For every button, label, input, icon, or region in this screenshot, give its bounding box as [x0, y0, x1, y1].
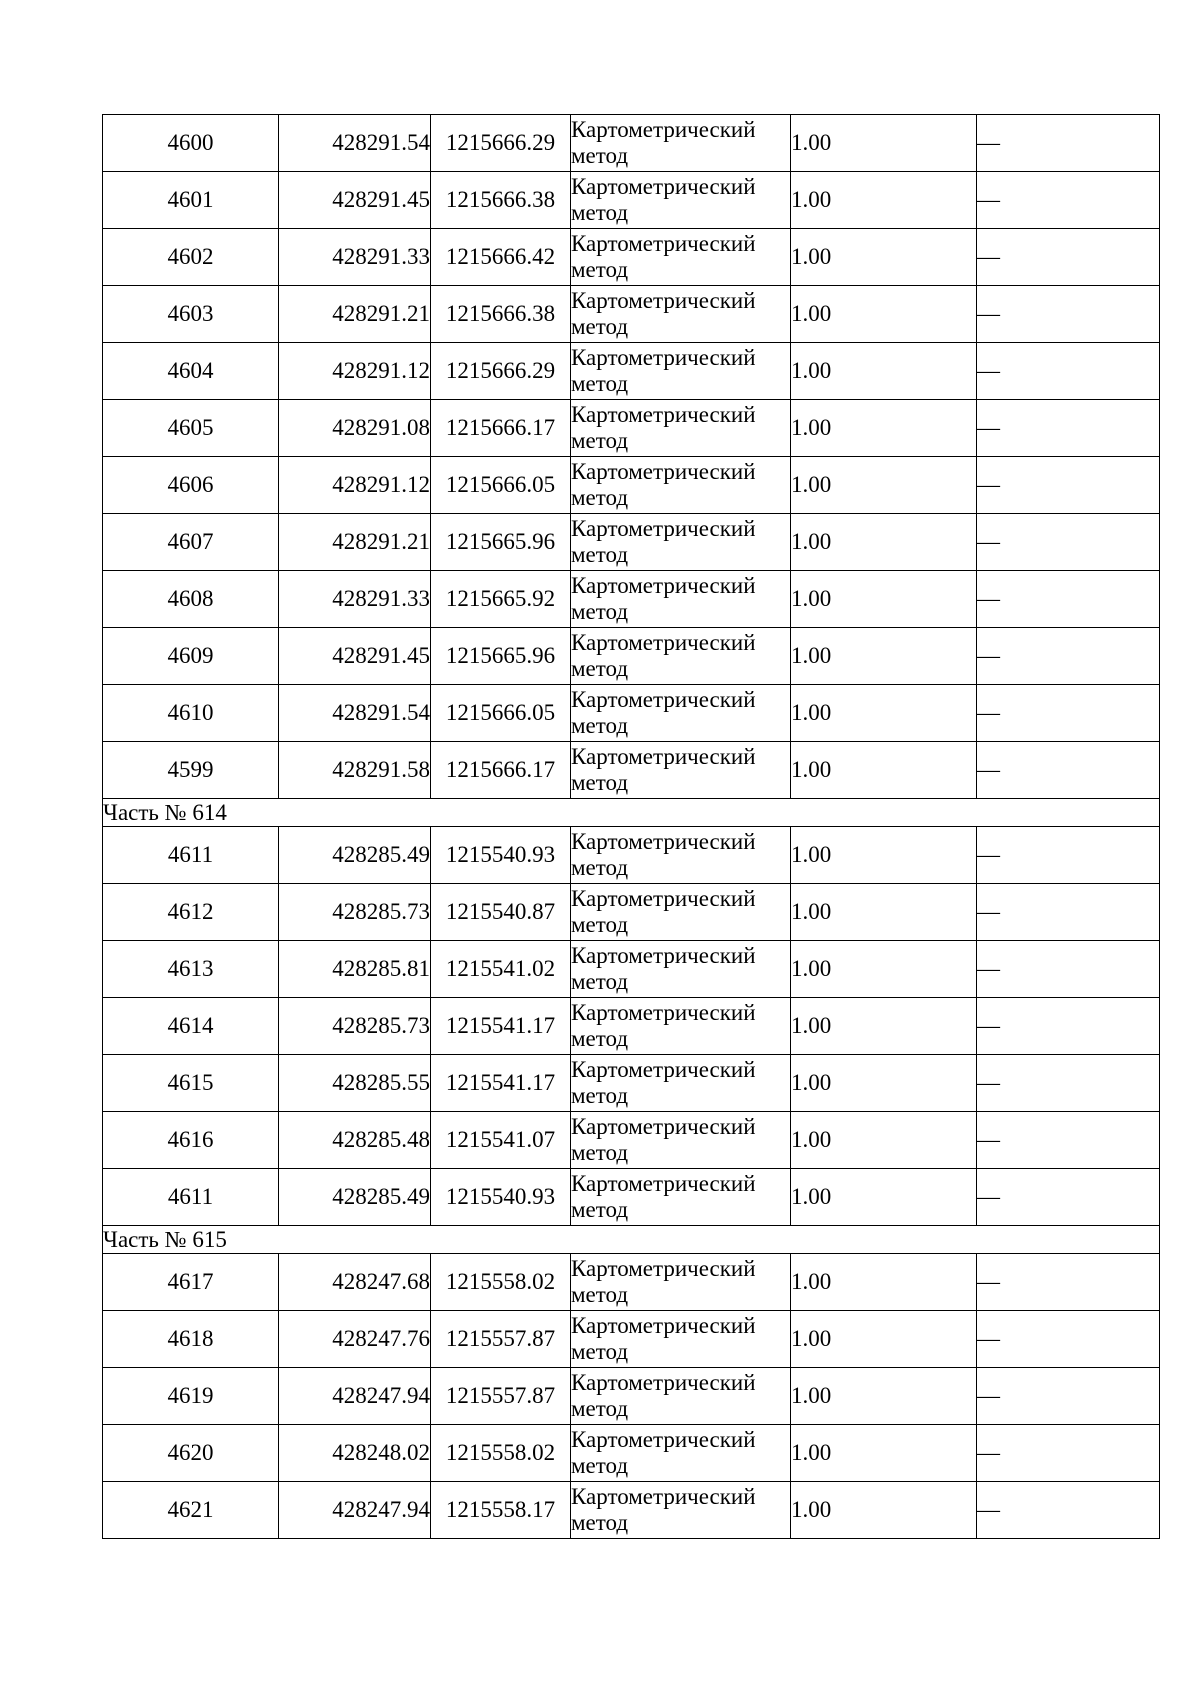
method-cell [571, 685, 791, 742]
y-coordinate-cell: 1215666.38 [431, 172, 571, 229]
point-number-cell: 4620 [103, 1425, 279, 1482]
point-number-cell: 4618 [103, 1311, 279, 1368]
method-cell [571, 514, 791, 571]
table-row [103, 1254, 1160, 1311]
x-coordinate-cell: 428247.68 [279, 1254, 431, 1311]
part-label: Часть № 614 [103, 799, 1160, 827]
x-coordinate-cell: 428291.58 [279, 742, 431, 799]
method-line-2: метод [571, 599, 629, 624]
table-row [103, 884, 1160, 941]
accuracy-cell: 1.00 [791, 343, 977, 400]
method-line-1: Картометрический [571, 1313, 756, 1338]
point-number-cell: 4606 [103, 457, 279, 514]
accuracy-cell: 1.00 [791, 115, 977, 172]
table-row [103, 1055, 1160, 1112]
method-line-2: метод [571, 1396, 629, 1421]
point-number-cell: 4617 [103, 1254, 279, 1311]
note-cell: — [977, 685, 1160, 742]
point-number-cell: 4609 [103, 628, 279, 685]
method-cell [571, 884, 791, 941]
method-line-2: метод [571, 969, 629, 994]
point-number-cell: 4612 [103, 884, 279, 941]
table-row [103, 1425, 1160, 1482]
point-number-cell: 4611 [103, 827, 279, 884]
table-row [103, 514, 1160, 571]
note-cell: — [977, 343, 1160, 400]
point-number-cell: 4602 [103, 229, 279, 286]
method-line-2: метод [571, 1026, 629, 1051]
method-line-2: метод [571, 542, 629, 567]
note-cell: — [977, 172, 1160, 229]
y-coordinate-cell: 1215666.17 [431, 400, 571, 457]
method-line-1: Картометрический [571, 1427, 756, 1452]
method-line-1: Картометрический [571, 174, 756, 199]
point-number-cell: 4615 [103, 1055, 279, 1112]
table-row [103, 998, 1160, 1055]
accuracy-cell: 1.00 [791, 286, 977, 343]
y-coordinate-cell: 1215557.87 [431, 1368, 571, 1425]
note-cell: — [977, 827, 1160, 884]
point-number-cell: 4616 [103, 1112, 279, 1169]
method-line-2: метод [571, 1282, 629, 1307]
x-coordinate-cell: 428285.49 [279, 1169, 431, 1226]
note-cell: — [977, 1169, 1160, 1226]
note-cell: — [977, 998, 1160, 1055]
part-header-row [103, 1226, 1160, 1254]
note-cell: — [977, 1112, 1160, 1169]
method-cell [571, 457, 791, 514]
method-line-2: метод [571, 1083, 629, 1108]
y-coordinate-cell: 1215666.42 [431, 229, 571, 286]
method-line-2: метод [571, 257, 629, 282]
y-coordinate-cell: 1215541.17 [431, 1055, 571, 1112]
point-number-cell: 4599 [103, 742, 279, 799]
accuracy-cell: 1.00 [791, 884, 977, 941]
x-coordinate-cell: 428291.54 [279, 685, 431, 742]
method-line-1: Картометрический [571, 1057, 756, 1082]
method-line-2: метод [571, 1197, 629, 1222]
table-row [103, 286, 1160, 343]
method-line-1: Картометрический [571, 829, 756, 854]
method-cell [571, 1055, 791, 1112]
x-coordinate-cell: 428285.81 [279, 941, 431, 998]
table-row [103, 628, 1160, 685]
table-row [103, 827, 1160, 884]
method-cell [571, 1482, 791, 1539]
accuracy-cell: 1.00 [791, 628, 977, 685]
y-coordinate-cell: 1215558.17 [431, 1482, 571, 1539]
y-coordinate-cell: 1215666.29 [431, 343, 571, 400]
x-coordinate-cell: 428285.48 [279, 1112, 431, 1169]
note-cell: — [977, 628, 1160, 685]
method-cell [571, 628, 791, 685]
table-row [103, 1311, 1160, 1368]
table-row [103, 229, 1160, 286]
method-line-2: метод [571, 314, 629, 339]
x-coordinate-cell: 428291.21 [279, 286, 431, 343]
x-coordinate-cell: 428291.45 [279, 628, 431, 685]
method-cell [571, 1112, 791, 1169]
coordinates-table-body [103, 115, 1160, 1539]
point-number-cell: 4601 [103, 172, 279, 229]
y-coordinate-cell: 1215666.05 [431, 457, 571, 514]
y-coordinate-cell: 1215541.17 [431, 998, 571, 1055]
note-cell: — [977, 1425, 1160, 1482]
accuracy-cell: 1.00 [791, 1368, 977, 1425]
note-cell: — [977, 457, 1160, 514]
x-coordinate-cell: 428248.02 [279, 1425, 431, 1482]
method-cell [571, 172, 791, 229]
table-row [103, 1112, 1160, 1169]
point-number-cell: 4600 [103, 115, 279, 172]
accuracy-cell: 1.00 [791, 998, 977, 1055]
accuracy-cell: 1.00 [791, 229, 977, 286]
method-line-2: метод [571, 371, 629, 396]
table-row [103, 685, 1160, 742]
x-coordinate-cell: 428291.12 [279, 343, 431, 400]
accuracy-cell: 1.00 [791, 1254, 977, 1311]
method-line-2: метод [571, 428, 629, 453]
method-line-1: Картометрический [571, 573, 756, 598]
x-coordinate-cell: 428285.73 [279, 884, 431, 941]
method-line-2: метод [571, 912, 629, 937]
note-cell: — [977, 286, 1160, 343]
method-cell [571, 1311, 791, 1368]
y-coordinate-cell: 1215666.05 [431, 685, 571, 742]
method-line-1: Картометрический [571, 943, 756, 968]
method-cell [571, 229, 791, 286]
method-cell [571, 998, 791, 1055]
accuracy-cell: 1.00 [791, 1169, 977, 1226]
method-line-2: метод [571, 855, 629, 880]
note-cell: — [977, 1254, 1160, 1311]
table-row [103, 343, 1160, 400]
method-line-1: Картометрический [571, 516, 756, 541]
x-coordinate-cell: 428285.55 [279, 1055, 431, 1112]
method-line-2: метод [571, 1339, 629, 1364]
y-coordinate-cell: 1215665.96 [431, 514, 571, 571]
point-number-cell: 4603 [103, 286, 279, 343]
x-coordinate-cell: 428291.12 [279, 457, 431, 514]
accuracy-cell: 1.00 [791, 172, 977, 229]
y-coordinate-cell: 1215540.93 [431, 827, 571, 884]
method-line-2: метод [571, 485, 629, 510]
method-line-2: метод [571, 1453, 629, 1478]
point-number-cell: 4621 [103, 1482, 279, 1539]
method-cell [571, 1368, 791, 1425]
y-coordinate-cell: 1215557.87 [431, 1311, 571, 1368]
accuracy-cell: 1.00 [791, 400, 977, 457]
y-coordinate-cell: 1215666.29 [431, 115, 571, 172]
method-line-2: метод [571, 770, 629, 795]
method-line-1: Картометрический [571, 687, 756, 712]
method-cell [571, 941, 791, 998]
point-number-cell: 4610 [103, 685, 279, 742]
x-coordinate-cell: 428285.49 [279, 827, 431, 884]
part-header-row [103, 799, 1160, 827]
y-coordinate-cell: 1215666.17 [431, 742, 571, 799]
y-coordinate-cell: 1215540.87 [431, 884, 571, 941]
method-line-2: метод [571, 656, 629, 681]
table-row [103, 1368, 1160, 1425]
note-cell: — [977, 884, 1160, 941]
method-line-1: Картометрический [571, 744, 756, 769]
note-cell: — [977, 400, 1160, 457]
method-line-1: Картометрический [571, 231, 756, 256]
method-cell [571, 286, 791, 343]
note-cell: — [977, 1482, 1160, 1539]
method-line-1: Картометрический [571, 459, 756, 484]
method-line-1: Картометрический [571, 1171, 756, 1196]
method-cell [571, 1169, 791, 1226]
method-cell [571, 827, 791, 884]
y-coordinate-cell: 1215558.02 [431, 1425, 571, 1482]
accuracy-cell: 1.00 [791, 742, 977, 799]
note-cell: — [977, 1368, 1160, 1425]
method-cell [571, 1254, 791, 1311]
point-number-cell: 4608 [103, 571, 279, 628]
table-row [103, 941, 1160, 998]
method-line-1: Картометрический [571, 402, 756, 427]
note-cell: — [977, 941, 1160, 998]
y-coordinate-cell: 1215558.02 [431, 1254, 571, 1311]
table-row [103, 1482, 1160, 1539]
table-row [103, 1169, 1160, 1226]
method-cell [571, 115, 791, 172]
point-number-cell: 4613 [103, 941, 279, 998]
accuracy-cell: 1.00 [791, 1055, 977, 1112]
note-cell: — [977, 115, 1160, 172]
note-cell: — [977, 514, 1160, 571]
accuracy-cell: 1.00 [791, 685, 977, 742]
x-coordinate-cell: 428247.94 [279, 1368, 431, 1425]
accuracy-cell: 1.00 [791, 1311, 977, 1368]
point-number-cell: 4607 [103, 514, 279, 571]
note-cell: — [977, 229, 1160, 286]
note-cell: — [977, 1055, 1160, 1112]
table-row [103, 457, 1160, 514]
point-number-cell: 4611 [103, 1169, 279, 1226]
method-line-1: Картометрический [571, 630, 756, 655]
method-line-1: Картометрический [571, 1000, 756, 1025]
method-cell [571, 571, 791, 628]
method-cell [571, 400, 791, 457]
x-coordinate-cell: 428291.08 [279, 400, 431, 457]
table-row [103, 742, 1160, 799]
method-line-2: метод [571, 200, 629, 225]
x-coordinate-cell: 428291.45 [279, 172, 431, 229]
y-coordinate-cell: 1215665.96 [431, 628, 571, 685]
method-line-1: Картометрический [571, 1256, 756, 1281]
accuracy-cell: 1.00 [791, 941, 977, 998]
method-line-2: метод [571, 1510, 629, 1535]
table-row [103, 115, 1160, 172]
x-coordinate-cell: 428291.54 [279, 115, 431, 172]
accuracy-cell: 1.00 [791, 1482, 977, 1539]
note-cell: — [977, 742, 1160, 799]
method-line-2: метод [571, 713, 629, 738]
method-cell [571, 742, 791, 799]
point-number-cell: 4605 [103, 400, 279, 457]
method-line-1: Картометрический [571, 886, 756, 911]
method-cell [571, 1425, 791, 1482]
accuracy-cell: 1.00 [791, 827, 977, 884]
x-coordinate-cell: 428285.73 [279, 998, 431, 1055]
note-cell: — [977, 1311, 1160, 1368]
accuracy-cell: 1.00 [791, 1112, 977, 1169]
accuracy-cell: 1.00 [791, 1425, 977, 1482]
method-line-1: Картометрический [571, 345, 756, 370]
x-coordinate-cell: 428247.76 [279, 1311, 431, 1368]
table-row [103, 571, 1160, 628]
method-line-1: Картометрический [571, 1484, 756, 1509]
accuracy-cell: 1.00 [791, 514, 977, 571]
y-coordinate-cell: 1215540.93 [431, 1169, 571, 1226]
method-line-2: метод [571, 143, 629, 168]
x-coordinate-cell: 428291.33 [279, 229, 431, 286]
y-coordinate-cell: 1215666.38 [431, 286, 571, 343]
y-coordinate-cell: 1215541.07 [431, 1112, 571, 1169]
point-number-cell: 4614 [103, 998, 279, 1055]
table-row [103, 400, 1160, 457]
accuracy-cell: 1.00 [791, 571, 977, 628]
x-coordinate-cell: 428291.21 [279, 514, 431, 571]
part-label: Часть № 615 [103, 1226, 1160, 1254]
table-row [103, 172, 1160, 229]
coordinates-table [102, 114, 1160, 1539]
method-line-2: метод [571, 1140, 629, 1165]
note-cell: — [977, 571, 1160, 628]
x-coordinate-cell: 428291.33 [279, 571, 431, 628]
method-line-1: Картометрический [571, 117, 756, 142]
method-cell [571, 343, 791, 400]
method-line-1: Картометрический [571, 1370, 756, 1395]
x-coordinate-cell: 428247.94 [279, 1482, 431, 1539]
point-number-cell: 4619 [103, 1368, 279, 1425]
y-coordinate-cell: 1215541.02 [431, 941, 571, 998]
point-number-cell: 4604 [103, 343, 279, 400]
method-line-1: Картометрический [571, 288, 756, 313]
y-coordinate-cell: 1215665.92 [431, 571, 571, 628]
method-line-1: Картометрический [571, 1114, 756, 1139]
accuracy-cell: 1.00 [791, 457, 977, 514]
